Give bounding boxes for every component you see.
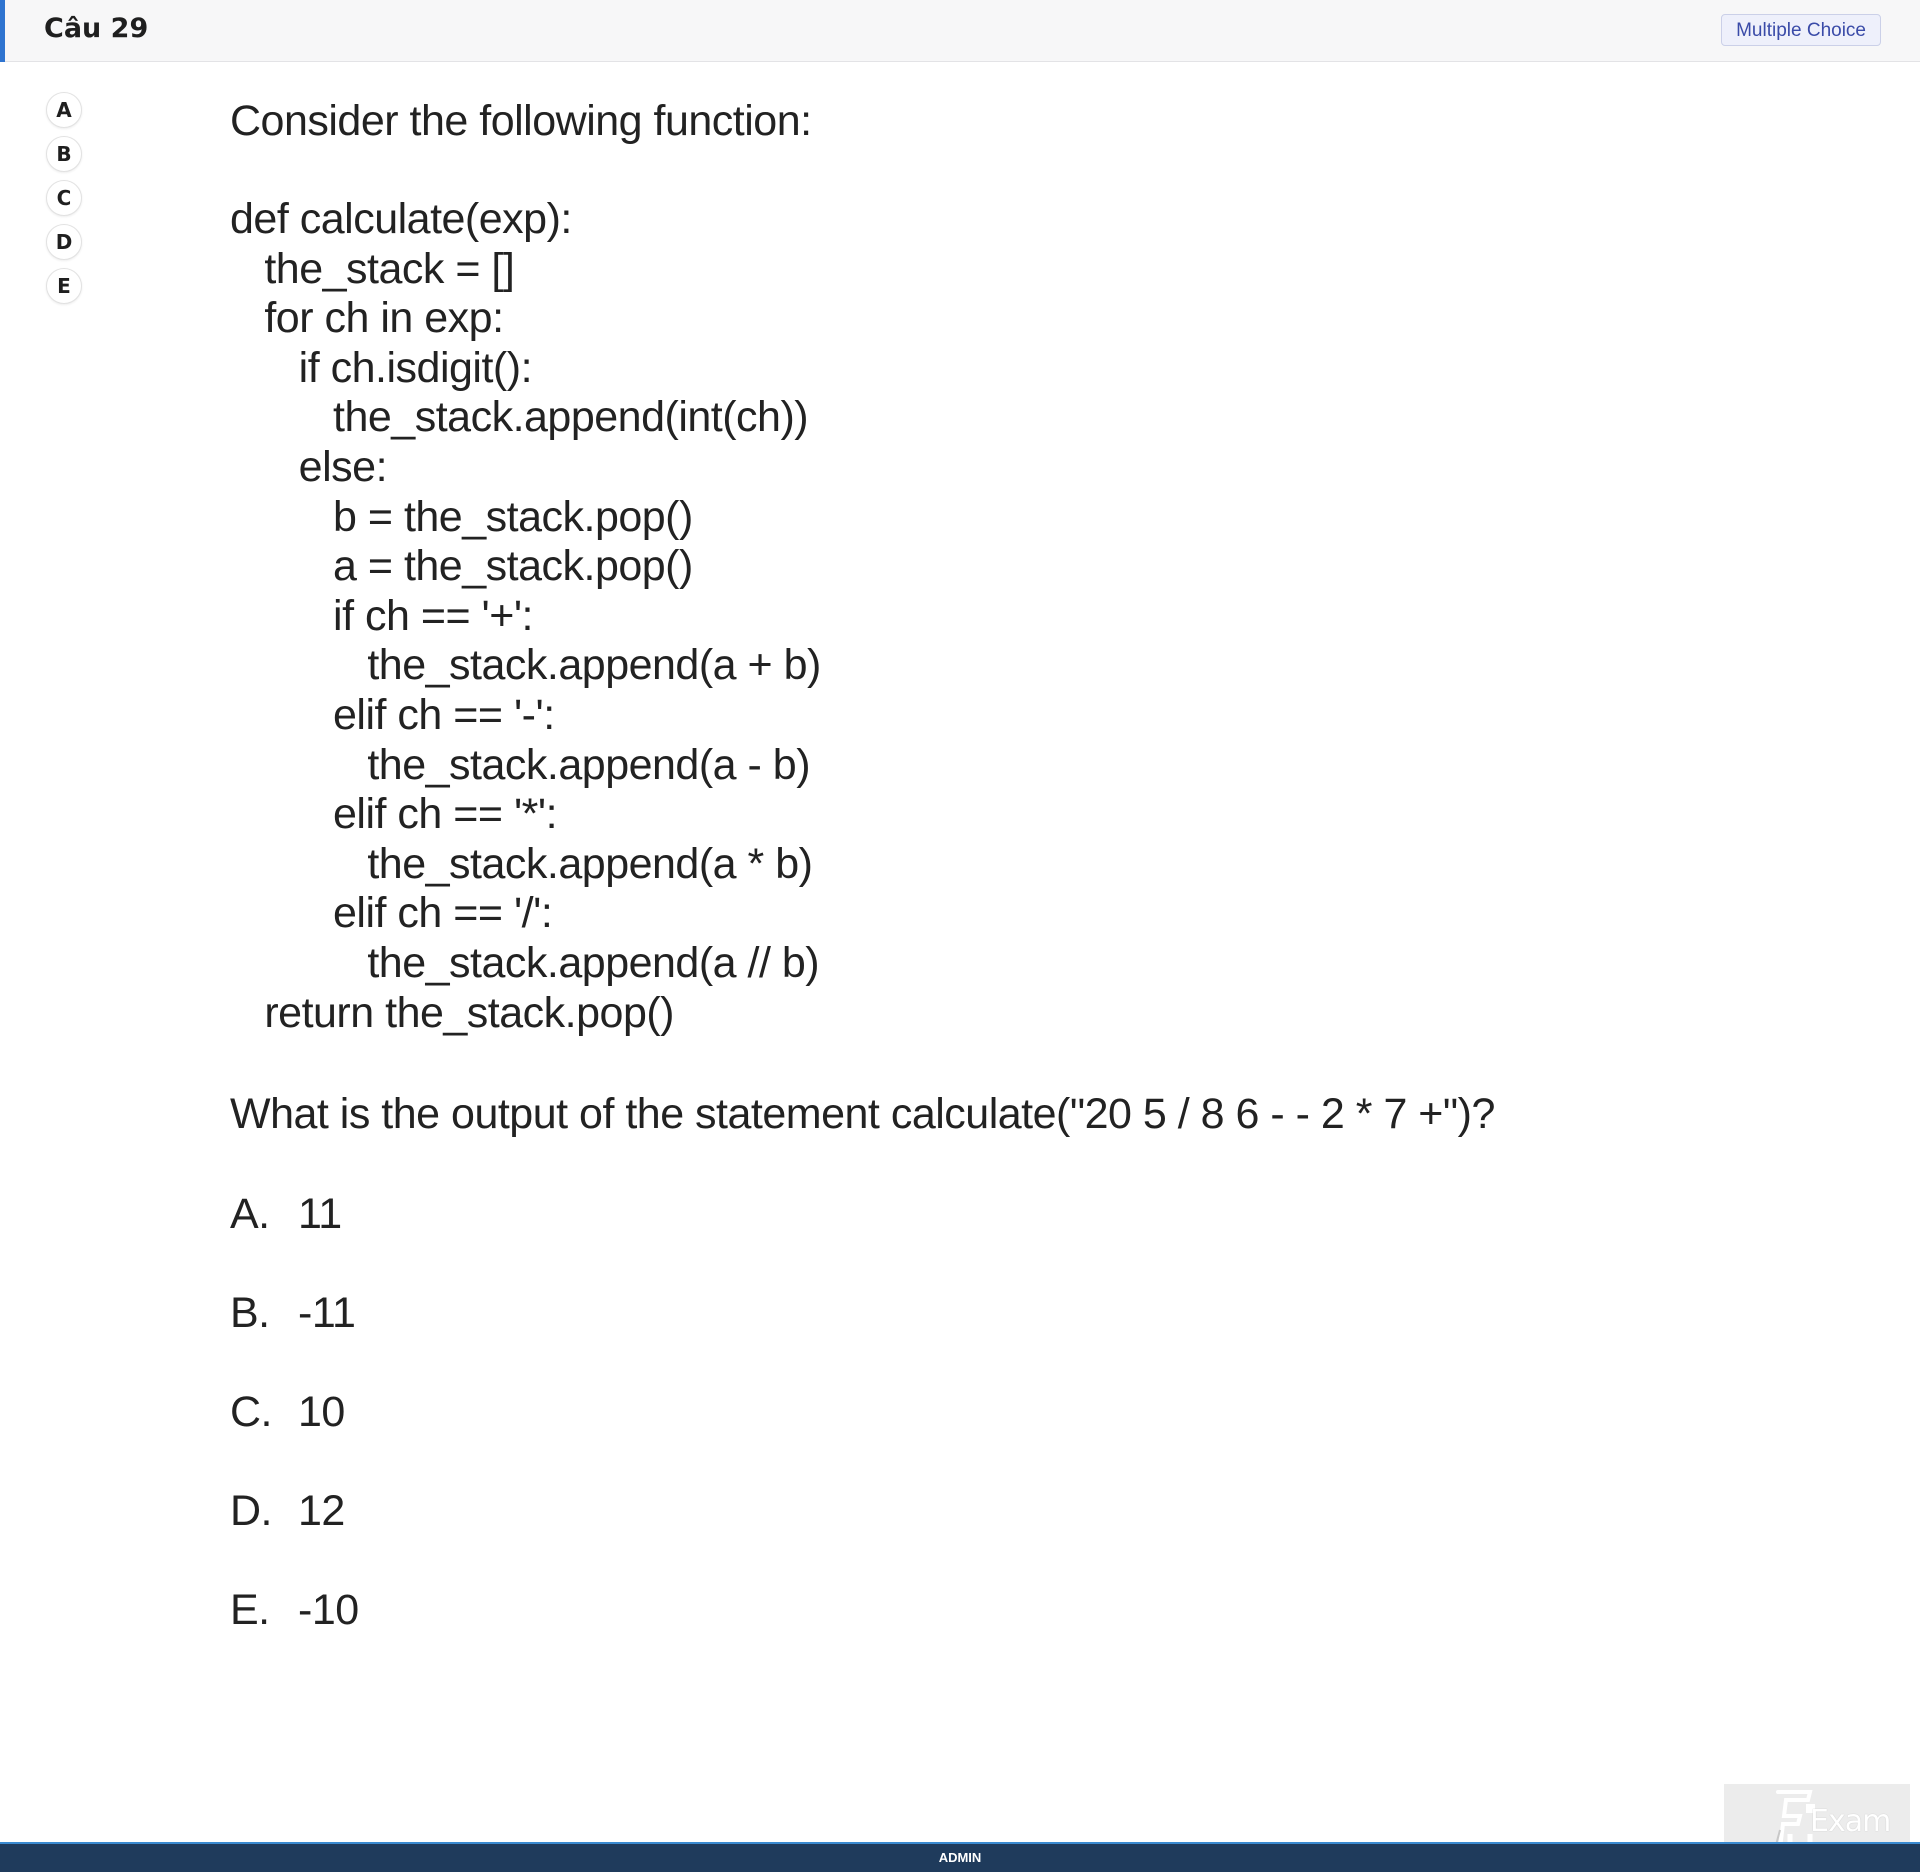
code-line: the_stack.append(int(ch))	[230, 393, 809, 442]
question-header	[0, 0, 1920, 62]
code-line: elif ch == '-':	[230, 690, 555, 739]
code-line: the_stack.append(a // b)	[230, 938, 820, 987]
choice-letter: A.	[230, 1190, 270, 1239]
code-line: elif ch == '*':	[230, 790, 558, 839]
choice-text: -11	[298, 1289, 356, 1338]
code-line: the_stack.append(a - b)	[230, 740, 811, 789]
code-line: for ch in exp:	[230, 294, 504, 343]
question-prompt: What is the output of the statement calculate("20 5 / 8 6 - - 2 * 7 +")?	[230, 1090, 1495, 1139]
option-b-button[interactable]: B	[46, 136, 82, 172]
code-line: b = the_stack.pop()	[230, 492, 693, 541]
choice-letter: B.	[230, 1289, 270, 1338]
footer-label: ADMIN	[938, 1850, 982, 1865]
code-line: the_stack.append(a + b)	[230, 641, 821, 690]
code-line: if ch.isdigit():	[230, 343, 533, 392]
choice-letter: E.	[230, 1586, 270, 1635]
option-c-button[interactable]: C	[46, 180, 82, 216]
choice-list	[230, 1189, 1830, 1635]
option-d-button[interactable]: D	[46, 224, 82, 260]
answer-options	[46, 92, 86, 312]
choice-text: 10	[298, 1388, 345, 1437]
choice-text: 11	[298, 1190, 342, 1239]
choice-item	[230, 1288, 1830, 1338]
option-e-button[interactable]: E	[46, 268, 82, 304]
choice-text: 12	[298, 1487, 345, 1536]
choice-text: -10	[298, 1586, 359, 1635]
choice-item	[230, 1486, 1830, 1536]
code-line: return the_stack.pop()	[230, 988, 674, 1037]
option-a-button[interactable]: A	[46, 92, 82, 128]
choice-letter: C.	[230, 1388, 272, 1437]
code-block	[230, 195, 1830, 1038]
footer-bar	[0, 1842, 1920, 1872]
header-accent-bar	[0, 0, 5, 62]
choice-item	[230, 1387, 1830, 1437]
question-body	[230, 96, 1830, 1684]
code-line: elif ch == '/':	[230, 889, 553, 938]
question-intro: Consider the following function:	[230, 97, 812, 145]
code-line: if ch == '+':	[230, 591, 533, 640]
code-line: a = the_stack.pop()	[230, 542, 693, 591]
code-line: the_stack.append(a * b)	[230, 839, 813, 888]
code-line: else:	[230, 442, 388, 491]
question-title: Câu 29	[44, 13, 149, 44]
code-line: def calculate(exp):	[230, 195, 572, 243]
code-line: the_stack = []	[230, 244, 515, 293]
choice-item	[230, 1189, 1830, 1239]
logo-text: Exam	[1810, 1804, 1891, 1839]
question-type-badge: Multiple Choice	[1721, 14, 1881, 46]
choice-item	[230, 1585, 1830, 1635]
choice-letter: D.	[230, 1487, 272, 1536]
